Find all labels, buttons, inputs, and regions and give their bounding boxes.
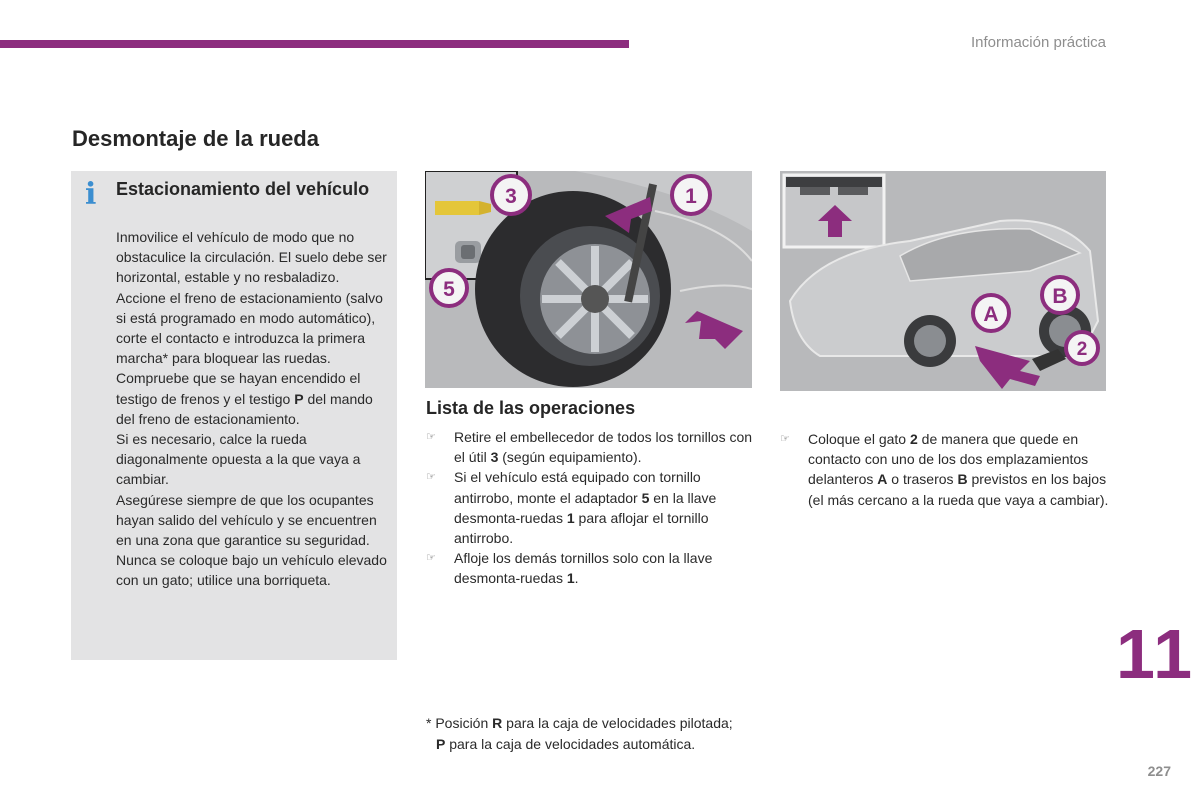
callout-A-label: A: [983, 303, 999, 326]
callout-5-label: 5: [443, 278, 455, 301]
callout-B: [1042, 277, 1078, 313]
item-text: de manera que quede en contacto con uno de los dos emplazamientos delanteros: [808, 431, 1089, 488]
info-paragraph: Nunca se coloque bajo un vehículo elevado con un gato; utilice una borriqueta.: [116, 552, 387, 589]
info-text: del mando del freno de estacionamiento.: [116, 390, 373, 427]
wheel-removal-illustration: [425, 171, 752, 388]
item-ref: 3: [490, 449, 499, 466]
item-text: Si el vehículo está equipado con tornillo antirrobo, monte el adaptador: [454, 469, 701, 506]
info-box-body: [116, 227, 392, 591]
list-item: [426, 427, 756, 467]
header-accent-bar: [0, 40, 629, 48]
footnote-text: * Posición: [426, 715, 493, 731]
operations-list: [426, 427, 756, 589]
callout-A: [973, 295, 1009, 331]
item-ref: 2: [909, 431, 918, 447]
item-text: Coloque el gato: [808, 431, 910, 447]
section-label: Información práctica: [970, 34, 1106, 51]
pointing-hand-icon: ☞: [426, 431, 436, 443]
pointing-hand-icon: ☞: [426, 471, 436, 484]
item-text: .: [574, 570, 579, 587]
item-text: (según equipamiento).: [498, 449, 642, 466]
footnote-text: para la caja de velocidades automática.: [445, 735, 696, 752]
list-item: [426, 467, 756, 548]
footnote-bold: P: [436, 735, 446, 752]
item-text: previstos en los bajos (el más cercano a la rueda que vaya a cambiar).: [808, 471, 1109, 508]
info-text: Compruebe que se hayan encendido el testigo de frenos y el testigo: [116, 370, 361, 407]
list-item: [780, 429, 1110, 510]
callout-B-label: B: [1052, 285, 1068, 308]
item-text: en la llave desmonta-ruedas: [454, 489, 717, 526]
callout-1-label: 1: [685, 185, 697, 208]
item-ref: 1: [566, 570, 575, 587]
pointing-hand-icon: ☞: [780, 433, 790, 445]
callout-3-label: 3: [505, 185, 517, 208]
footnote-line: [426, 734, 786, 755]
callout-2: [1066, 332, 1098, 364]
info-box-title: Estacionamiento del vehículo: [116, 179, 370, 199]
info-text-bold: P: [294, 390, 304, 407]
info-paragraph: [116, 368, 392, 429]
pointing-hand-icon: ☞: [426, 552, 436, 565]
info-paragraph: Accione el freno de estacionamiento (salvo si está programado en modo automático), corte el contacto e introduzca la primera marcha* para bloquear las ruedas.: [116, 289, 383, 367]
callout-3: [492, 176, 530, 214]
operations-title: Lista de las operaciones: [426, 398, 636, 418]
operations-list-continued: [780, 429, 1110, 510]
footnote-line: [426, 713, 786, 734]
info-icon: i: [85, 177, 97, 212]
jack-position-illustration: [780, 171, 1106, 391]
footnote-text: para la caja de velocidades pilotada;: [502, 715, 733, 731]
info-box: [71, 171, 397, 660]
chapter-number: 11: [1116, 615, 1194, 693]
item-text: Afloje los demás tornillos solo con la llave desmonta-ruedas: [454, 550, 713, 587]
page-number: 227: [1147, 763, 1171, 779]
callout-2-label: 2: [1076, 339, 1088, 360]
footnote: [426, 713, 786, 754]
callout-1: [672, 176, 710, 214]
page-title: Desmontaje de la rueda: [72, 126, 319, 151]
callout-5: [431, 270, 467, 306]
list-item: [426, 548, 756, 588]
item-text: Retire el embellecedor de todos los tornillos con el útil: [454, 429, 753, 466]
item-ref: 5: [641, 489, 650, 506]
item-text: para aflojar el tornillo antirrobo.: [454, 509, 709, 547]
adapter-icon: [455, 241, 481, 263]
info-paragraph: Asegúrese siempre de que los ocupantes hayan salido del vehículo y se encuentren en una zona que garantice su seguridad.: [116, 491, 377, 549]
info-paragraph: Inmovilice el vehículo de modo que no obstaculice la circulación. El suelo debe ser horizontal, estable y no resbaladizo.: [116, 229, 387, 286]
item-ref: A: [877, 471, 888, 488]
footnote-bold: R: [492, 715, 503, 731]
item-ref: B: [957, 471, 968, 488]
info-paragraph: Si es necesario, calce la rueda diagonalmente opuesta a la que vaya a cambiar.: [116, 431, 361, 488]
item-ref: 1: [566, 509, 575, 526]
item-text: o traseros: [887, 471, 958, 488]
